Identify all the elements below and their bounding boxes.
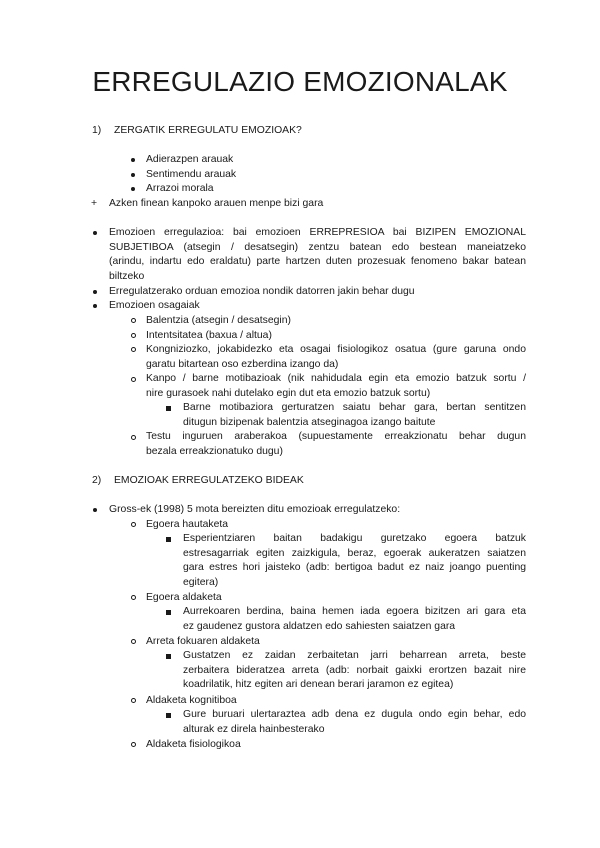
- bullet-dot: [93, 290, 97, 294]
- type-1-description: [183, 532, 526, 590]
- sub-sub-barne: [183, 401, 526, 430]
- type-1-line-4: egitera): [183, 576, 219, 588]
- sub-balentzia: Balentzia (atsegin / desatsegin): [146, 315, 291, 326]
- type-aldaketa-fisiologikoa: Aldaketa fisiologikoa: [146, 739, 241, 750]
- testu-line-2: bezala erreakzionatuko dugu): [146, 445, 283, 457]
- bullet-square: [166, 713, 171, 718]
- definition-paragraph: [109, 226, 526, 284]
- type-3-line-3: koadrilatik, hitz egiten ari denean berari jaramon ez egitea): [183, 679, 454, 690]
- bullet-square: [166, 406, 171, 411]
- bullet-circle: [131, 377, 136, 382]
- bullet-dot: [93, 508, 97, 512]
- testu-line-1: Testu inguruen araberakoa (supuestamente erreakzionatu behar dugun: [146, 431, 526, 442]
- section-2-number: 2): [92, 475, 102, 486]
- bullet-circle: [131, 742, 136, 747]
- bullet-circle: [131, 595, 136, 600]
- kanpo-line-1: Kanpo / barne motibazioak (nik nahidudala egin eta emozio batzuk sortu /: [146, 373, 526, 384]
- definition-line-3: (arindu, indartu edo eraldatu) parte hartzen duten prozesuak fenomeno bakar batean: [109, 256, 526, 267]
- list-item-arrazoi: Arrazoi morala: [146, 183, 214, 194]
- type-egoera-hautaketa: Egoera hautaketa: [146, 519, 229, 530]
- type-3-line-2: zerbaitera bideratzea arreta (adb: norbait gaixki erortzen bazait nire: [183, 664, 526, 676]
- bullet-square: [166, 537, 171, 542]
- type-4-line-1: Gure buruari ulertaraztea adb dena ez dugula ondo egin behar, edo: [183, 709, 526, 720]
- type-1-line-3: gara estres hori jaisteko (adb: bertigoa badut ez naiz joango puenting: [183, 562, 526, 573]
- section-1-number: 1): [92, 125, 102, 136]
- bullet-square: [166, 654, 171, 659]
- bullet-circle: [131, 318, 136, 323]
- type-1-line-2: estresagarriak egiten zaizkigula, beraz, egoerak aukeratzen saiatzen: [183, 547, 526, 559]
- page-title: ERREGULAZIO EMOZIONALAK: [92, 66, 508, 97]
- sub-testu: [146, 430, 526, 459]
- bullet-dot: [131, 187, 135, 191]
- bullet-circle: [131, 435, 136, 440]
- kong-line-1: Kongniziozko, jokabidezko eta osagai fisiologikoz osatua (gure garuna ondo: [146, 344, 526, 355]
- kanpo-line-2: nire gurasoek nahi dutelako egin dut eta emozio batzuk sortu): [146, 387, 431, 399]
- sub-intentsitatea: Intentsitatea (baxua / altua): [146, 330, 272, 341]
- sub-kanpo-barne: [146, 372, 526, 401]
- bullet-dot: [131, 158, 135, 162]
- section-2-heading: EMOZIOAK ERREGULATZEKO BIDEAK: [114, 475, 304, 486]
- type-2-line-2: ez gaudenez gustora aldatzen edo sahiesten saiatzen gara: [183, 620, 456, 632]
- bullet-circle: [131, 347, 136, 352]
- plus-marker: +: [91, 198, 98, 209]
- type-egoera-aldaketa: Egoera aldaketa: [146, 592, 222, 603]
- type-4-description: [183, 708, 526, 737]
- bullet-gross: Gross-ek (1998) 5 mota bereizten ditu emozioak erregulatzeko:: [109, 504, 401, 515]
- bullet-erregulatzerako: Erregulatzerako orduan emozioa nondik datorren jakin behar dugu: [109, 286, 415, 297]
- bullet-osagaiak: Emozioen osagaiak: [109, 300, 200, 311]
- bullet-circle: [131, 333, 136, 338]
- kong-line-2: garatu bitartean oso ezberdina izango da): [146, 358, 339, 370]
- definition-line-1: Emozioen erregulazioa: bai emozioen ERREPRESIOA bai BIZIPEN EMOZIONAL: [109, 227, 526, 238]
- bullet-circle: [131, 639, 136, 644]
- plus-text: Azken finean kanpoko arauen menpe bizi gara: [109, 198, 324, 209]
- type-2-description: [183, 605, 526, 634]
- definition-line-4: biltzeko: [109, 270, 145, 282]
- sub-kongniziozko: [146, 343, 526, 372]
- bullet-square: [166, 610, 171, 615]
- list-item-sentimendu: Sentimendu arauak: [146, 169, 237, 180]
- definition-line-2: SUBJETIBOA (atsegin / desatsegin) zentzu batean edo bestean maneiatzeko: [109, 241, 526, 253]
- section-1-heading: ZERGATIK ERREGULATU EMOZIOAK?: [114, 125, 302, 136]
- type-arreta-fokuaren-aldaketa: Arreta fokuaren aldaketa: [146, 636, 260, 647]
- type-4-line-2: alturak ez direla hainbesterako: [183, 723, 325, 735]
- bullet-dot: [93, 231, 97, 235]
- type-1-line-1: Esperientziaren baitan badakigu guretzako egoera batzuk: [183, 533, 526, 544]
- bullet-circle: [131, 698, 136, 703]
- barne-line-1: Barne motibaziora gerturatzen saiatu behar gara, bertan sentitzen: [183, 402, 526, 413]
- list-item-adierazpen: Adierazpen arauak: [146, 154, 234, 165]
- type-2-line-1: Aurrekoaren berdina, baina hemen iada egoera bizitzen ari gara eta: [183, 606, 526, 617]
- bullet-circle: [131, 522, 136, 527]
- bullet-dot: [93, 304, 97, 308]
- type-3-description: [183, 649, 526, 693]
- type-aldaketa-kognitiboa: Aldaketa kognitiboa: [146, 695, 237, 706]
- barne-line-2: ditugun bizipenak balentzia atseginagoa izango baitute: [183, 416, 436, 428]
- type-3-line-1: Gustatzen ez zaidan zerbaitetan jarri beharrean arreta, beste: [183, 650, 526, 661]
- bullet-dot: [131, 173, 135, 177]
